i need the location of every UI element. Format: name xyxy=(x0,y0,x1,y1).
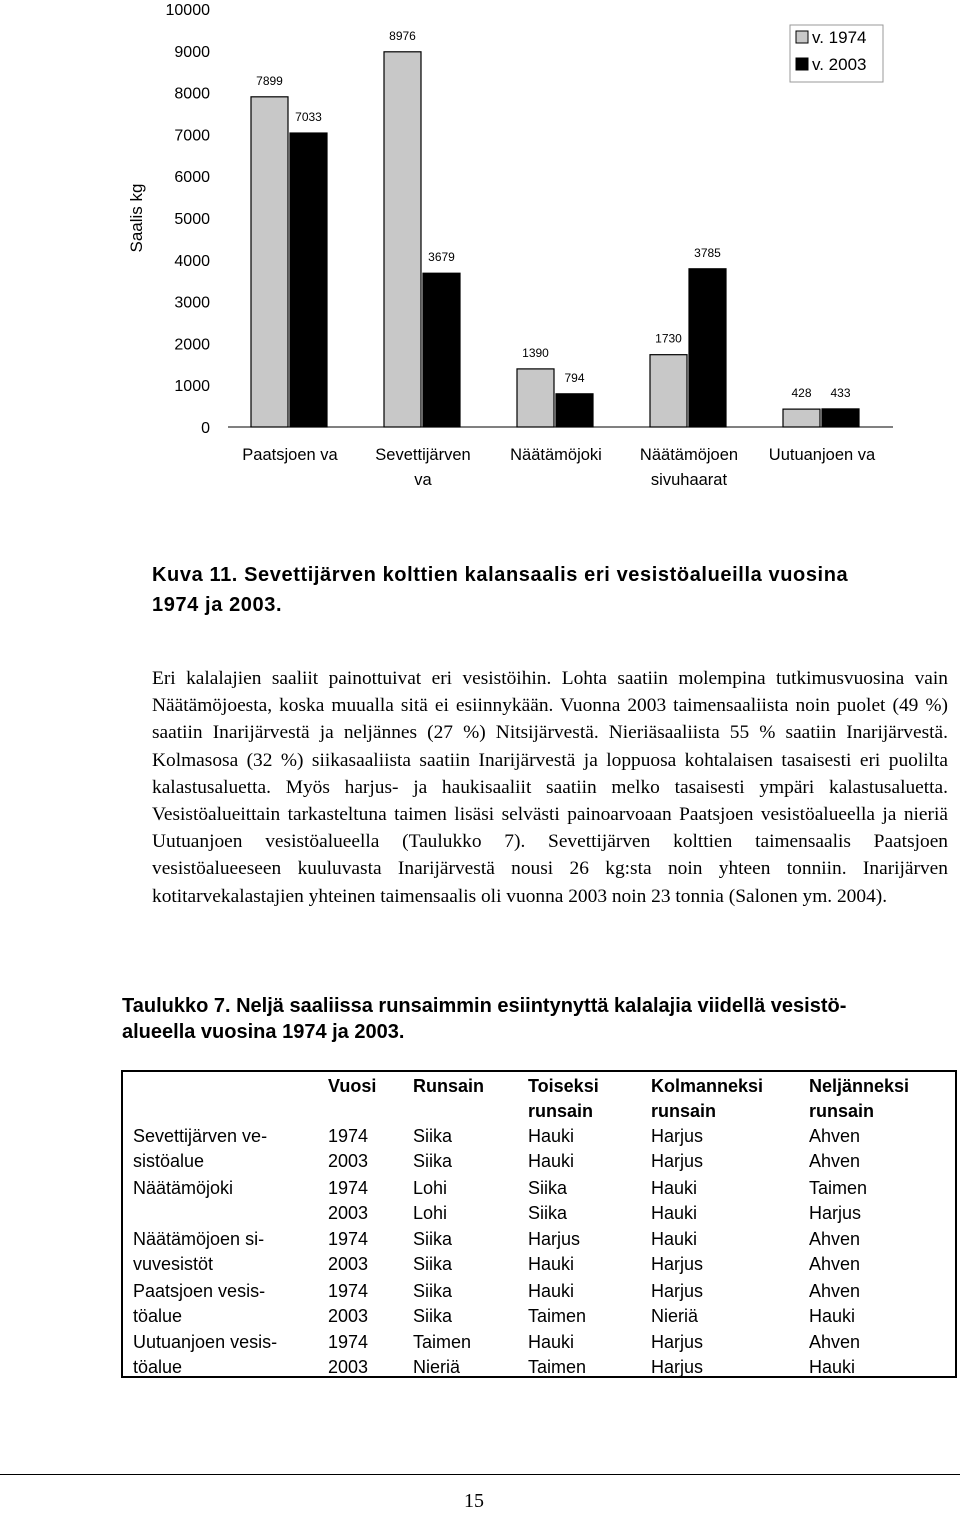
x-category-label: Uutuanjoen va xyxy=(768,446,876,464)
table-species-cell: Hauki xyxy=(651,1177,698,1198)
table-header: runsain xyxy=(528,1101,594,1121)
data-label: 3785 xyxy=(694,245,721,260)
data-label: 1730 xyxy=(655,331,682,346)
figure-caption-line-1: Kuva 11. Sevettijärven kolttien kalansaalis eri vesistöalueilla vuosina xyxy=(152,564,849,586)
table-area-cell: Sevettijärven ve- xyxy=(133,1126,268,1146)
data-label: 3679 xyxy=(428,250,455,265)
bar-v2003-0 xyxy=(290,133,327,427)
legend-label: v. 2003 xyxy=(812,55,867,74)
table-species-cell: Taimen xyxy=(528,1357,587,1377)
table-header: runsain xyxy=(651,1101,717,1121)
y-tick-label: 8000 xyxy=(174,85,210,103)
x-category-label: Näätämöjoen xyxy=(639,446,739,464)
y-tick-label: 10000 xyxy=(165,2,210,19)
table-species-cell: Ahven xyxy=(809,1151,861,1171)
data-label: 794 xyxy=(564,370,585,385)
table-year-cell: 2003 xyxy=(328,1151,369,1171)
table-species-cell: Hauki xyxy=(528,1280,575,1301)
table-species-cell: Taimen xyxy=(809,1177,868,1198)
y-tick-label: 7000 xyxy=(174,127,210,145)
footer-divider xyxy=(0,1474,960,1475)
y-tick-label: 5000 xyxy=(174,211,210,228)
table-area-cell: Näätämöjoki xyxy=(133,1177,234,1198)
table-species-cell: Siika xyxy=(413,1126,453,1146)
table-area-cell: Uutuanjoen vesis- xyxy=(133,1332,278,1352)
bar-v2003-1 xyxy=(423,273,460,427)
page-number: 15 xyxy=(464,1490,484,1512)
table-year-cell: 1974 xyxy=(328,1332,369,1352)
table-header: Kolmanneksi xyxy=(651,1076,764,1096)
table-species-cell: Siika xyxy=(413,1254,453,1274)
x-category-label: Sevettijärven xyxy=(375,446,471,464)
table-header: runsain xyxy=(809,1101,875,1121)
paragraph-text: Eri kalalajien saaliit painottuivat eri vesistöihin. Lohta saatiin molempina tutkimusvuosina vain Näätämöjoesta, koska muualla sitä ei esiinnykään. Vuonna 2003 taimensaaliista noin puolet (49 %) saatiin Inarijärvestä ja neljännes (27 %) Nitsijärvestä. Nieriäsaaliista 55 % saatiin Inarijärvestä. Kolmasosa (32 %) siikasaaliista saatiin Inarijärvestä ja loppuosa kohtalaisen tasaisesti eri puolilta kalastusaluetta. Myös harjus- ja haukisaaliit saatiin melko tasaisesti ympäri kalastusaluetta. Vesistöalueittain tarkasteltuna taimen lisäsi selvästi painoarvoaan Paatsjoen vesistöalueella ja nieriä Uutuanjoen vesistöalueella (Taulukko 7). Sevettijärven kolttien taimensaalis Paatsjoen vesistöalueeseen kuuluvasta Inarijärvestä nousi 26 kg:sta noin yhteen tonniin. Inarijärven kotitarvekalastajien yhteinen taimensaalis oli vuonna 2003 noin 23 tonnia (Salonen ym. 2004). xyxy=(152,668,948,907)
table-year-cell: 1974 xyxy=(328,1280,369,1301)
table-species-cell: Harjus xyxy=(651,1151,704,1171)
table-species-cell: Lohi xyxy=(413,1177,448,1198)
table-year-cell: 1974 xyxy=(328,1126,369,1146)
table-species-cell: Nieriä xyxy=(413,1357,461,1377)
table-species-cell: Taimen xyxy=(528,1305,587,1326)
bar-v2003-4 xyxy=(822,409,859,427)
table-species-cell: Harjus xyxy=(528,1229,581,1249)
species-table xyxy=(121,1070,957,1378)
data-label: 7033 xyxy=(295,110,322,125)
table-header: Toiseksi xyxy=(528,1076,599,1096)
table-area-cell: töalue xyxy=(133,1305,183,1326)
table-species-cell: Hauki xyxy=(809,1305,856,1326)
body-paragraph xyxy=(152,665,948,910)
data-label: 7899 xyxy=(256,73,283,88)
table-area-cell: Näätämöjoen si- xyxy=(133,1229,265,1249)
table-species-cell: Hauki xyxy=(809,1357,856,1377)
legend-label: v. 1974 xyxy=(812,28,867,47)
table-species-cell: Ahven xyxy=(809,1126,861,1146)
data-label: 8976 xyxy=(389,28,416,43)
table-header: Runsain xyxy=(413,1076,485,1096)
table-species-cell: Siika xyxy=(413,1229,453,1249)
bar-v1974-2 xyxy=(517,369,554,427)
data-label: 428 xyxy=(791,386,812,401)
y-axis-label: Saalis kg xyxy=(127,183,146,253)
table-year-cell: 2003 xyxy=(328,1254,369,1274)
table-species-cell: Taimen xyxy=(413,1332,472,1352)
table-species-cell: Harjus xyxy=(651,1254,704,1274)
table-species-cell: Nieriä xyxy=(651,1305,699,1326)
table-species-cell: Harjus xyxy=(651,1332,704,1352)
table-species-cell: Lohi xyxy=(413,1202,448,1223)
table-species-cell: Harjus xyxy=(651,1280,704,1301)
table-header: Vuosi xyxy=(328,1076,377,1096)
figure-caption xyxy=(152,560,952,620)
x-category-label: va xyxy=(414,471,432,489)
table-species-cell: Hauki xyxy=(528,1126,575,1146)
data-label: 1390 xyxy=(522,345,549,360)
table-year-cell: 2003 xyxy=(328,1202,369,1223)
y-tick-label: 3000 xyxy=(174,294,210,312)
table-header: Neljänneksi xyxy=(809,1076,910,1096)
x-category-label: sivuhaarat xyxy=(650,471,728,489)
bar-v1974-4 xyxy=(783,409,820,427)
table-species-cell: Siika xyxy=(413,1280,453,1301)
table-species-cell: Ahven xyxy=(809,1229,861,1249)
table-year-cell: 1974 xyxy=(328,1177,369,1198)
y-tick-label: 0 xyxy=(201,420,210,437)
figure-caption-line-2: 1974 ja 2003. xyxy=(152,594,283,616)
table-species-cell: Siika xyxy=(528,1177,568,1198)
table-year-cell: 2003 xyxy=(328,1357,369,1377)
y-tick-label: 2000 xyxy=(174,336,210,354)
y-tick-label: 6000 xyxy=(174,169,210,187)
table-species-cell: Hauki xyxy=(528,1254,575,1274)
table-caption-line-1: Taulukko 7. Neljä saaliissa runsaimmin esiintynyttä kalalajia viidellä vesistö- xyxy=(122,995,847,1017)
legend-swatch-v1974 xyxy=(796,31,808,43)
bar-v1974-0 xyxy=(251,97,288,427)
bar-v2003-2 xyxy=(556,394,593,427)
table-area-cell: töalue xyxy=(133,1357,183,1377)
table-species-cell: Hauki xyxy=(528,1332,575,1352)
y-tick-label: 9000 xyxy=(174,43,210,61)
table-caption-line-2: alueella vuosina 1974 ja 2003. xyxy=(122,1021,405,1043)
table-species-cell: Hauki xyxy=(651,1229,698,1249)
table-species-cell: Ahven xyxy=(809,1254,861,1274)
table-species-cell: Siika xyxy=(413,1305,453,1326)
table-area-cell: Paatsjoen vesis- xyxy=(133,1280,266,1301)
table-year-cell: 1974 xyxy=(328,1229,369,1249)
table-species-cell: Siika xyxy=(528,1202,568,1223)
table-species-cell: Ahven xyxy=(809,1332,861,1352)
table-species-cell: Hauki xyxy=(528,1151,575,1171)
table-area-cell: sistöalue xyxy=(133,1151,205,1171)
y-tick-label: 1000 xyxy=(174,378,210,396)
table-species-cell: Ahven xyxy=(809,1280,861,1301)
x-category-label: Paatsjoen va xyxy=(242,446,338,464)
table-species-cell: Harjus xyxy=(651,1126,704,1146)
table-species-cell: Siika xyxy=(413,1151,453,1171)
catch-bar-chart xyxy=(0,0,960,500)
data-label: 433 xyxy=(830,385,851,400)
table-species-cell: Hauki xyxy=(651,1202,698,1223)
bar-v1974-1 xyxy=(384,52,421,427)
x-category-label: Näätämöjoki xyxy=(510,446,602,464)
table-year-cell: 2003 xyxy=(328,1305,369,1326)
legend-swatch-v2003 xyxy=(796,58,808,70)
bar-v1974-3 xyxy=(650,355,687,427)
table-species-cell: Harjus xyxy=(651,1357,704,1377)
bar-v2003-3 xyxy=(689,269,726,427)
y-tick-label: 4000 xyxy=(174,252,210,270)
table-species-cell: Harjus xyxy=(809,1202,862,1223)
table-area-cell: vuvesistöt xyxy=(133,1254,214,1274)
table-caption xyxy=(122,993,950,1045)
